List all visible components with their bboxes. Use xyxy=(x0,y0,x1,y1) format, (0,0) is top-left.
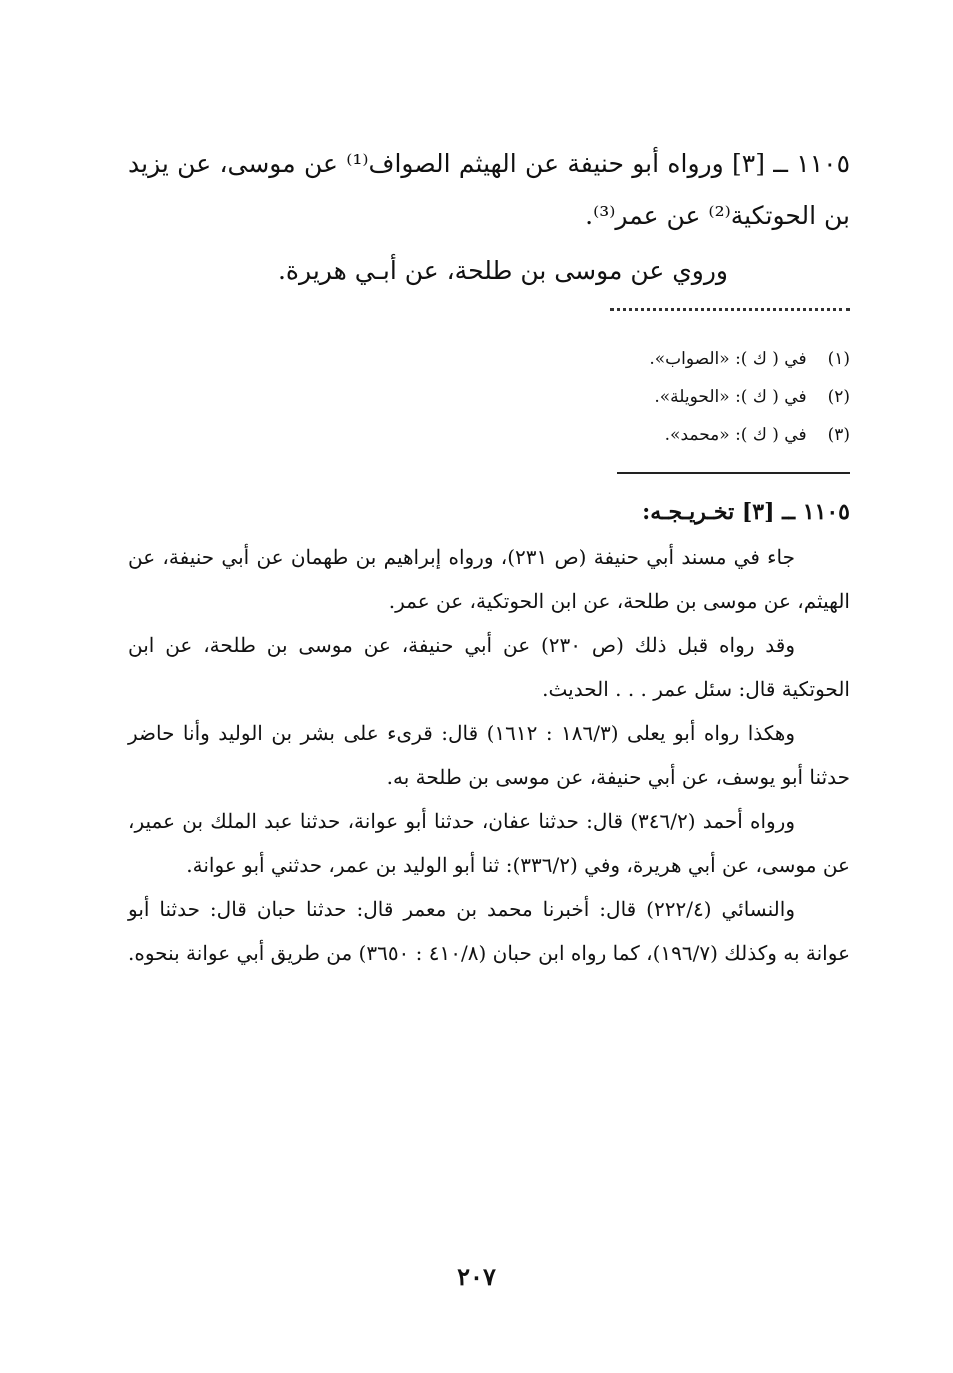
riwaya-line: وروي عن موسى بن طلحة، عن أبـي هريرة. xyxy=(277,256,728,285)
footnote-number: (٢) xyxy=(827,387,850,407)
takhrij-paragraph: جاء في مسند أبي حنيفة (ص ٢٣١)، ورواه إبراهيم بن طهمان عن أبي حنيفة، عن الهيثم، عن موسى بن طلحة، عن ابن الحوتكية، عن عمر. xyxy=(128,545,850,613)
footnote-text: في ( ك ): «الصواب». xyxy=(649,349,807,369)
takhrij-paragraph: ورواه أحمد (٣٤٦/٢) قال: حدثنا عفان، حدثنا أبو عوانة، حدثنا عبد الملك بن عمير، عن موسى، عن أبي هريرة، وفي (٣٣٦/٢): ثنا أبو الوليد بن عمر، حدثني أبو عوانة. xyxy=(128,809,850,877)
page-number: ٢٠٧ xyxy=(457,1262,496,1291)
footnote-2 xyxy=(400,378,850,416)
takhrij-body xyxy=(128,535,850,975)
takhrij-paragraph: وهكذا رواه أبو يعلى (١٨٦/٣ : ١٦١٢) قال: قرىء على بشر بن الوليد وأنا حاضر حدثنا أبو يوسف، عن أبي حنيفة، عن موسى بن طلحة به. xyxy=(128,721,850,789)
footnote-number: (٣) xyxy=(827,425,850,445)
takhrij-paragraph: والنسائي (٢٢٢/٤) قال: أخبرنا محمد بن معمر قال: حدثنا حبان قال: حدثنا أبو عوانة به وكذلك (١٩٦/٧)، كما رواه ابن حبان (٤١٠/٨ : ٣٦٥٠) من طريق أبي عوانة بنحوه. xyxy=(128,897,850,965)
takhrij-paragraph: وقد رواه قبل ذلك (ص ٢٣٠) عن أبي حنيفة، عن موسى بن طلحة، عن ابن الحوتكية قال: سئل عمر . . . الحديث. xyxy=(128,633,850,701)
footnote-1 xyxy=(400,340,850,378)
riwaya-text xyxy=(128,245,788,297)
hadith-line: ١١٠٥ ــ [٣] ورواه أبو حنيفة عن الهيثم الصواف⁽¹⁾ عن موسى، عن يزيد بن الحوتكية⁽²⁾ عن عمر⁽³⁾. xyxy=(128,149,850,230)
footnotes xyxy=(400,340,850,454)
footnote-number: (١) xyxy=(827,349,850,369)
footnote-3 xyxy=(400,416,850,454)
section-divider xyxy=(617,472,850,474)
takhrij-heading: ١١٠٥ ــ [٣] تخـريـجـه: xyxy=(642,499,850,525)
footnote-text: في ( ك ): «الحويلة». xyxy=(654,387,807,407)
hadith-text xyxy=(128,138,850,242)
footnote-separator-dots xyxy=(610,308,850,311)
footnote-text: في ( ك ): «محمد». xyxy=(664,425,807,445)
